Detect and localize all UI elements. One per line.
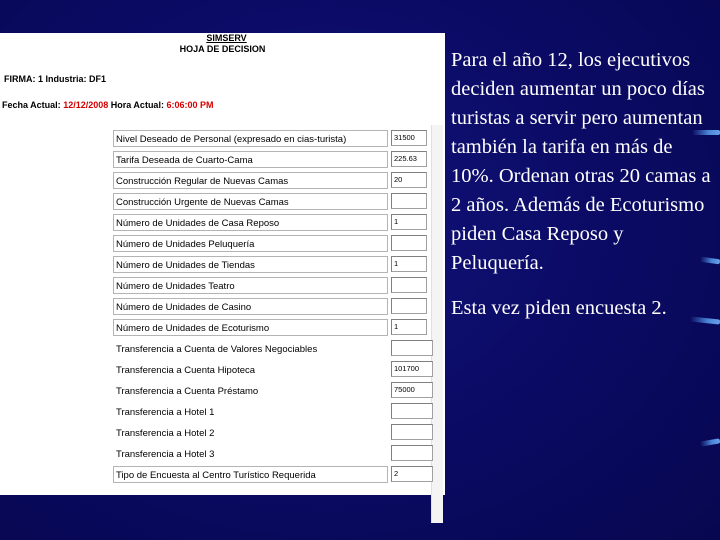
field-input[interactable] <box>391 382 433 398</box>
field-label: Construcción Regular de Nuevas Camas <box>113 172 388 189</box>
field-row <box>113 150 438 171</box>
field-input[interactable] <box>391 214 427 230</box>
field-label: Tarifa Deseada de Cuarto-Cama <box>113 151 388 168</box>
field-input[interactable] <box>391 235 427 251</box>
field-label: Número de Unidades Teatro <box>113 277 388 294</box>
field-label: Número de Unidades de Tiendas <box>113 256 388 273</box>
sheet-title: HOJA DE DECISION <box>179 44 266 54</box>
sheet-header <box>0 33 445 55</box>
field-row <box>113 192 438 213</box>
field-input[interactable] <box>391 256 427 272</box>
field-input[interactable] <box>391 361 433 377</box>
field-label: Nivel Deseado de Personal (expresado en cias-turista) <box>113 130 388 147</box>
field-row <box>113 171 438 192</box>
field-label: Número de Unidades de Casa Reposo <box>113 214 388 231</box>
fecha-label: Fecha Actual: <box>2 100 61 110</box>
decorative-streak <box>700 438 720 446</box>
field-row <box>113 423 438 444</box>
hora-label: Hora Actual: <box>110 100 164 110</box>
field-row <box>113 129 438 150</box>
hora-value: 6:06:00 PM <box>166 100 214 110</box>
app-title: SIMSERV <box>206 33 247 43</box>
field-input[interactable] <box>391 172 427 188</box>
field-row <box>113 360 438 381</box>
field-input[interactable] <box>391 151 427 167</box>
commentary-paragraph: Para el año 12, los ejecutivos deciden aumentar un poco días turistas a servir pero aumentan también la tarifa en más de 10%. Ordenan otras 20 camas a 2 años. Además de Ecoturismo piden Casa Reposo y Peluquería. <box>451 49 711 274</box>
field-label: Número de Unidades de Casino <box>113 298 388 315</box>
field-input[interactable] <box>391 298 427 314</box>
fecha-value: 12/12/2008 <box>63 100 109 110</box>
field-input[interactable] <box>391 193 427 209</box>
field-input[interactable] <box>391 130 427 146</box>
field-input[interactable] <box>391 340 433 356</box>
field-label: Transferencia a Hotel 3 <box>113 445 388 462</box>
commentary-paragraph: Esta vez piden encuesta 2. <box>451 297 667 319</box>
field-row <box>113 297 438 318</box>
field-input[interactable] <box>391 403 433 419</box>
field-label: Tipo de Encuesta al Centro Turístico Requerida <box>113 466 388 483</box>
field-row <box>113 276 438 297</box>
decision-sheet-panel <box>0 33 445 495</box>
field-row <box>113 402 438 423</box>
field-row <box>113 444 438 465</box>
field-label: Construcción Urgente de Nuevas Camas <box>113 193 388 210</box>
field-row <box>113 381 438 402</box>
slide-commentary <box>451 46 713 339</box>
field-row <box>113 255 438 276</box>
firma-line: FIRMA: 1 Industria: DF1 <box>4 74 107 84</box>
field-input[interactable] <box>391 466 433 482</box>
field-row <box>113 465 438 486</box>
field-row <box>113 213 438 234</box>
field-input[interactable] <box>391 445 433 461</box>
date-time-line <box>2 100 214 110</box>
decision-field-list <box>113 129 438 486</box>
field-label: Transferencia a Cuenta de Valores Negociables <box>113 340 388 357</box>
field-row <box>113 234 438 255</box>
field-input[interactable] <box>391 319 427 335</box>
field-row <box>113 339 438 360</box>
field-label: Número de Unidades de Ecoturismo <box>113 319 388 336</box>
field-input[interactable] <box>391 277 427 293</box>
field-row <box>113 318 438 339</box>
field-label: Número de Unidades Peluquería <box>113 235 388 252</box>
field-label: Transferencia a Hotel 1 <box>113 403 388 420</box>
field-label: Transferencia a Cuenta Hipoteca <box>113 361 388 378</box>
field-label: Transferencia a Hotel 2 <box>113 424 388 441</box>
field-label: Transferencia a Cuenta Préstamo <box>113 382 388 399</box>
field-input[interactable] <box>391 424 433 440</box>
